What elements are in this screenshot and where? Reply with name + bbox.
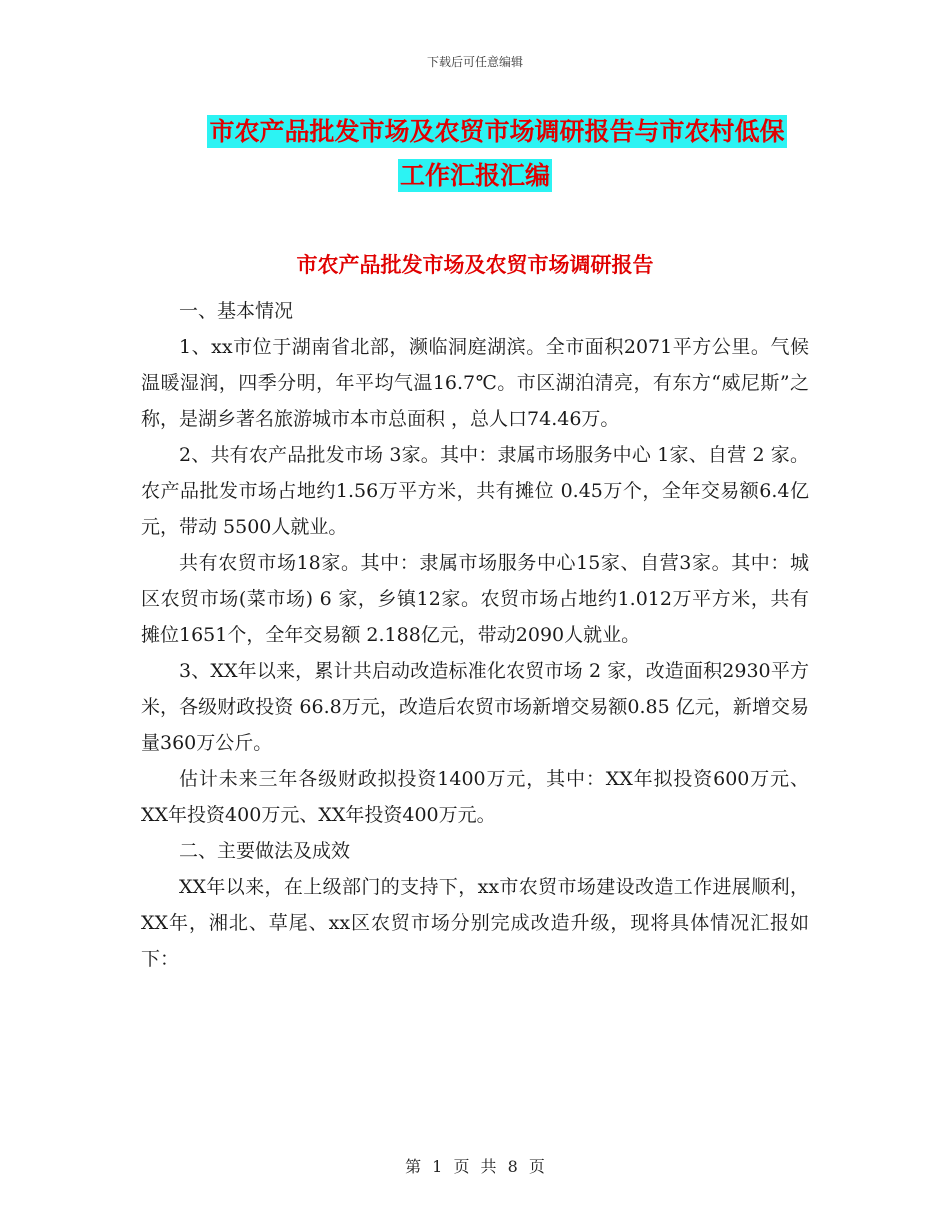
document-title-line-1 xyxy=(22,112,950,152)
heading-main-practices: 二、主要做法及成效 xyxy=(179,840,351,862)
paragraph: 估计未来三年各级财政拟投资1400万元，其中：XX年拟投资600万元、XX年投资400万元、XX年投资400万元。 xyxy=(141,768,809,826)
paragraph: 2、共有农产品批发市场 3家。其中：隶属市场服务中心 1家、自营 2 家。农产品批发市场占地约1.56万平方米，共有摊位 0.45万个，全年交易额6.4亿元，带动 5500人就业。 xyxy=(141,444,809,538)
section-title: 市农产品批发市场及农贸市场调研报告 xyxy=(296,252,654,277)
header-note: 下载后可任意编辑 xyxy=(426,55,523,69)
paragraph: 共有农贸市场18家。其中：隶属市场服务中心15家、自营3家。其中：城区农贸市场(菜市场) 6 家，乡镇12家。农贸市场占地约1.012万平方米，共有摊位1651个，全年交易额 2.188亿元，带动2090人就业。 xyxy=(141,552,809,646)
title-highlight: 工作汇报汇编 xyxy=(399,161,550,190)
heading-basic-situation: 一、基本情况 xyxy=(179,300,294,322)
paragraph: 3、XX年以来，累计共启动改造标准化农贸市场 2 家，改造面积2930平方米，各级财政投资 66.8万元，改造后农贸市场新增交易额0.85 亿元，新增交易量360万公斤。 xyxy=(141,660,809,754)
document-title-line-2 xyxy=(0,156,950,196)
title-highlight: 市农产品批发市场及农贸市场调研报告与市农村低保 xyxy=(209,117,785,146)
paragraph: XX年以来，在上级部门的支持下，xx市农贸市场建设改造工作进展顺利，XX年，湘北、草尾、xx区农贸市场分别完成改造升级，现将具体情况汇报如下： xyxy=(141,876,809,970)
document-body xyxy=(141,293,809,977)
paragraph: 1、xx市位于湖南省北部，濒临洞庭湖滨。全市面积2071平方公里。气候温暖湿润，四季分明，年平均气温16.7℃。市区湖泊清亮，有东方“威尼斯”之称，是湖乡著名旅游城市本市总面积 ，总人口74.46万。 xyxy=(141,336,809,430)
page-number: 第 1 页 共 8 页 xyxy=(405,1157,545,1176)
